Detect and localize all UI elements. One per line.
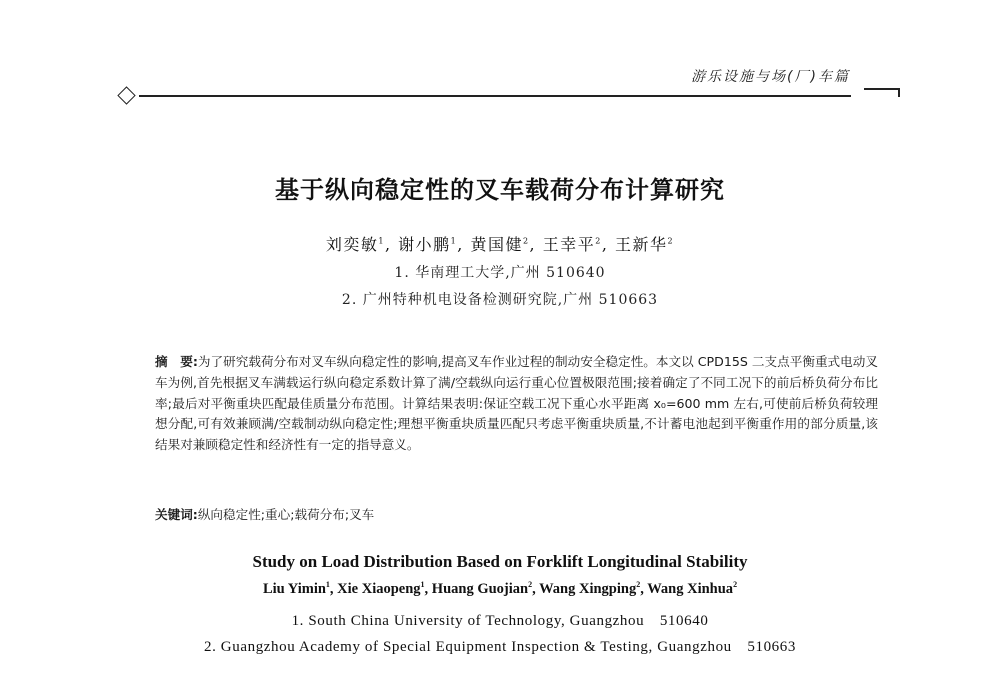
abstract-text: 为了研究载荷分布对叉车纵向稳定性的影响,提高叉车作业过程的制动安全稳定性。本文以 CPD15S 二支点平衡重式电动叉车为例,首先根据叉车满载运行纵向稳定系数计算了满/空载纵向运行重心位置极限范围;接着确定了不同工况下的前后桥负荷分布比率;最后对平衡重块匹配最佳质量分布范围。计算结果表明:保证空载工况下重心水平距离 x₀=600 mm 左右,可使前后桥负荷较理想分配,可有效兼顾满/空载制动纵向稳定性;理想平衡重块质量匹配只考虑平衡重块质量,不计蓄电池起到平衡重作用的部分质量,该结果对兼顾稳定性和经济性有一定的指导意义。 bbox=[155, 354, 878, 453]
affiliation-en-1: 1. South China University of Technology, Guangzhou 510640 bbox=[291, 613, 709, 629]
author-sup: 1 bbox=[420, 580, 425, 589]
author-sup: 2 bbox=[595, 236, 602, 246]
author-cn: 黄国健 bbox=[470, 235, 523, 254]
diamond-ornament-icon bbox=[117, 86, 135, 104]
author-en: Wang Xinhua bbox=[647, 580, 734, 597]
author-en: Wang Xingping bbox=[539, 580, 637, 597]
affiliation-cn-1: 1. 华南理工大学,广州 510640 bbox=[394, 265, 606, 281]
keywords-cn bbox=[155, 504, 374, 523]
author-sup: 2 bbox=[522, 236, 530, 246]
abstract-label: 摘 要: bbox=[155, 354, 198, 369]
affiliation-en-2: 2. Guangzhou Academy of Special Equipment Inspection & Testing, Guangzhou 510663 bbox=[204, 639, 796, 655]
author-sup: 2 bbox=[636, 580, 641, 589]
author-cn: 王新华 bbox=[615, 235, 668, 254]
keywords-label: 关键词: bbox=[155, 507, 198, 522]
paper-title-cn: 基于纵向稳定性的叉车载荷分布计算研究 bbox=[275, 176, 725, 204]
author-sup: 2 bbox=[733, 580, 738, 589]
author-en: Xie Xiaopeng bbox=[337, 580, 421, 597]
author-cn: 刘奕敏 bbox=[325, 235, 379, 254]
header-rule-end-mark bbox=[864, 88, 900, 97]
author-en: Liu Yimin bbox=[262, 580, 326, 597]
keywords-text: 纵向稳定性;重心;载荷分布;叉车 bbox=[197, 507, 375, 522]
author-sup: 1 bbox=[325, 580, 330, 589]
paper-title-en: Study on Load Distribution Based on Forklift Longitudinal Stability bbox=[252, 552, 748, 571]
author-sup: 2 bbox=[528, 580, 533, 589]
affiliation-cn-2: 2. 广州特种机电设备检测研究院,广州 510663 bbox=[341, 292, 659, 308]
header-rule bbox=[139, 95, 851, 97]
abstract-cn bbox=[155, 352, 878, 456]
author-cn: 王幸平 bbox=[542, 235, 596, 254]
author-en: Huang Guojian bbox=[431, 580, 529, 597]
author-list-en: Liu Yimin$^1$, Xie Xiaopeng$^1$, Huang Guojian$^2$, Wang Xingping$^2$, Wang Xinhua$^2$ bbox=[262, 580, 738, 597]
author-sup: 1 bbox=[450, 236, 458, 246]
author-cn: 谢小鹏 bbox=[398, 235, 451, 254]
author-list-cn: 刘奕敏$^1$, 谢小鹏$^1$, 黄国健$^2$, 王幸平$^2$, 王新华$^2$ bbox=[325, 235, 675, 254]
author-sup: 1 bbox=[378, 236, 385, 246]
author-sup: 2 bbox=[667, 236, 675, 246]
running-header-section: 游乐设施与场(厂)车篇 bbox=[691, 69, 850, 85]
